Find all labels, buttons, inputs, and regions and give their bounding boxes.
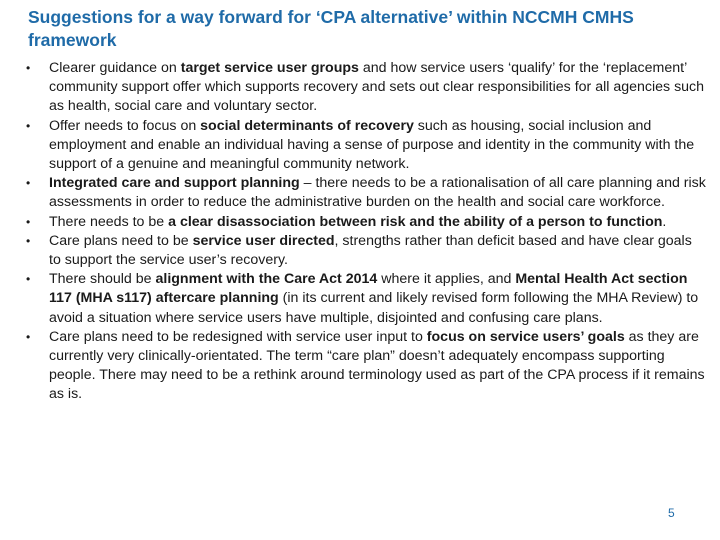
- bullet-emphasis-text: service user directed: [192, 232, 335, 249]
- bullet-item: [26, 174, 706, 212]
- bullet-text: .: [662, 213, 667, 230]
- bullet-item: [26, 328, 706, 405]
- bullet-emphasis-text: Integrated care and support planning: [49, 175, 300, 192]
- bullet-item: [26, 232, 706, 270]
- bullet-text: Clearer guidance on: [49, 60, 181, 76]
- bullet-emphasis-text: alignment with the Care Act 2014: [155, 271, 378, 288]
- bullet-text: – there needs to be a rationalisation of all care planning and risk assessments in order to reduce the administrative burden on the health and social care workforce.: [49, 175, 706, 211]
- bullet-text: Care plans need to be: [49, 232, 193, 249]
- bullet-emphasis-text: a clear disassociation between risk and the ability of a person to function: [168, 213, 663, 230]
- bullet-marker: •: [26, 214, 31, 229]
- bullet-marker: •: [26, 272, 31, 287]
- bullet-text: , strengths rather than deficit based and have clear goals to support the service user’s recovery.: [49, 232, 692, 269]
- slide-title: Suggestions for a way forward for ‘CPA alternative’ within NCCMH CMHS framework: [28, 7, 634, 50]
- bullet-text: where it applies, and: [377, 271, 516, 288]
- bullet-text: Care plans need to be redesigned with service user input to: [49, 328, 427, 345]
- bullet-emphasis-text: social determinants of recovery: [200, 117, 414, 134]
- bullet-item: [26, 270, 706, 328]
- page-number: 5: [668, 506, 675, 520]
- bullet-emphasis-text: focus on service users’ goals: [426, 328, 625, 345]
- bullet-marker: •: [26, 329, 31, 344]
- bullet-text: such as housing, social inclusion and employment and enable an individual having a sense of purpose and identity in the community with the support of a genuine and meaningful community network.: [49, 117, 695, 173]
- bullet-text: (in its current and likely revised form following the MHA Review) to avoid a situation where service users have multiple, disjointed and confusing care plans.: [49, 290, 699, 326]
- bullet-emphasis-text: Mental Health Act section 117 (MHA s117) aftercare planning: [49, 271, 688, 307]
- bullet-marker: •: [26, 61, 31, 75]
- bullet-marker: •: [26, 176, 31, 191]
- bullet-item: [26, 59, 706, 117]
- bullet-text: There should be: [49, 271, 156, 288]
- bullet-text: as they are currently very clinically-orientated. The term “care plan” doesn’t adequately encompass supporting people. There may need to be a rethink around terminology used as part of the CPA process if it remains as is.: [49, 328, 705, 403]
- bullet-text: and how service users ‘qualify’ for the ‘replacement’ community support offer which supports recovery and sets out clear responsibilities for all agencies such as health, social care and voluntary sector.: [49, 60, 705, 115]
- bullet-text: There needs to be: [49, 213, 169, 230]
- bullet-marker: •: [26, 118, 31, 133]
- bullet-marker: •: [26, 233, 31, 248]
- bullet-list: [26, 59, 706, 405]
- bullet-text: Offer needs to focus on: [49, 117, 201, 134]
- bullet-emphasis-text: target service user groups: [180, 60, 359, 76]
- bullet-item: [26, 117, 706, 175]
- bullet-item: [26, 213, 706, 232]
